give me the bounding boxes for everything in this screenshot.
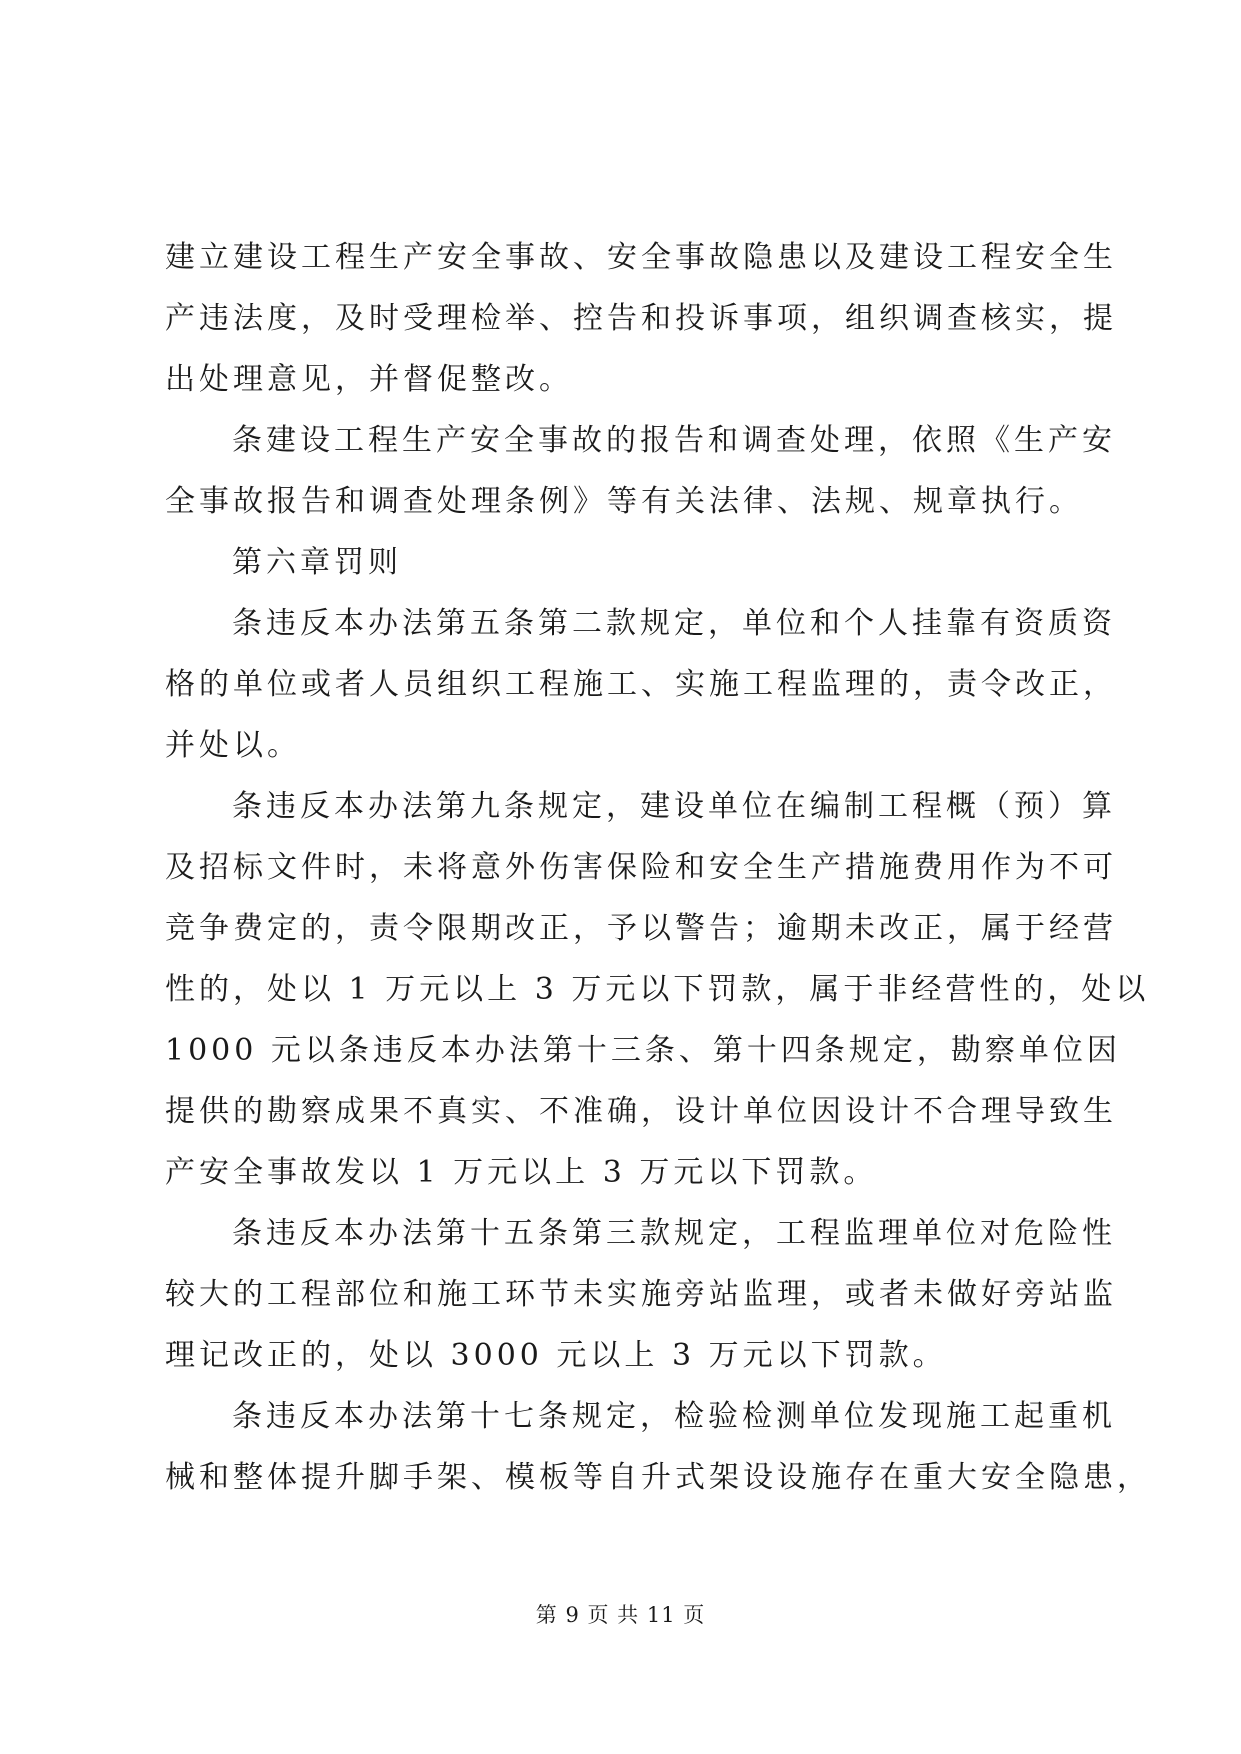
text-line: 条违反本办法第九条规定，建设单位在编制工程概（预）算 — [232, 789, 1116, 824]
text-line: 条违反本办法第五条第二款规定，单位和个人挂靠有资质资 — [232, 606, 1116, 641]
text-line: 出处理意见，并督促整改。 — [165, 362, 573, 397]
text-line: 理记改正的，处以 3000 元以上 3 万元以下罚款。 — [165, 1338, 947, 1373]
text-line: 械和整体提升脚手架、模板等自升式架设设施存在重大安全隐患， — [165, 1460, 1151, 1495]
text-line: 提供的勘察成果不真实、不准确，设计单位因设计不合理导致生 — [165, 1094, 1117, 1129]
text-line: 条违反本办法第十七条规定，检验检测单位发现施工起重机 — [232, 1399, 1116, 1434]
text-line: 格的单位或者人员组织工程施工、实施工程监理的，责令改正， — [165, 667, 1117, 702]
text-line: 产违法度，及时受理检举、控告和投诉事项，组织调查核实，提 — [165, 301, 1117, 336]
text-line: 全事故报告和调查处理条例》等有关法律、法规、规章执行。 — [165, 484, 1083, 519]
text-line: 并处以。 — [165, 728, 301, 763]
text-line: 较大的工程部位和施工环节未实施旁站监理，或者未做好旁站监 — [165, 1277, 1117, 1312]
chapter-heading: 第六章罚则 — [232, 545, 402, 580]
text-line: 1000 元以条违反本办法第十三条、第十四条规定，勘察单位因 — [165, 1033, 1121, 1068]
text-line: 性的，处以 1 万元以上 3 万元以下罚款，属于非经营性的，处以 — [165, 972, 1150, 1007]
text-line: 条建设工程生产安全事故的报告和调查处理，依照《生产安 — [232, 423, 1116, 458]
page-number-footer: 第 9 页 共 11 页 — [535, 1603, 706, 1627]
text-line: 条违反本办法第十五条第三款规定，工程监理单位对危险性 — [232, 1216, 1116, 1251]
text-line: 产安全事故发以 1 万元以上 3 万元以下罚款。 — [165, 1155, 878, 1190]
text-line: 及招标文件时，未将意外伤害保险和安全生产措施费用作为不可 — [165, 850, 1117, 885]
text-line: 建立建设工程生产安全事故、安全事故隐患以及建设工程安全生 — [165, 240, 1117, 275]
text-line: 竞争费定的，责令限期改正，予以警告；逾期未改正，属于经营 — [165, 911, 1117, 946]
